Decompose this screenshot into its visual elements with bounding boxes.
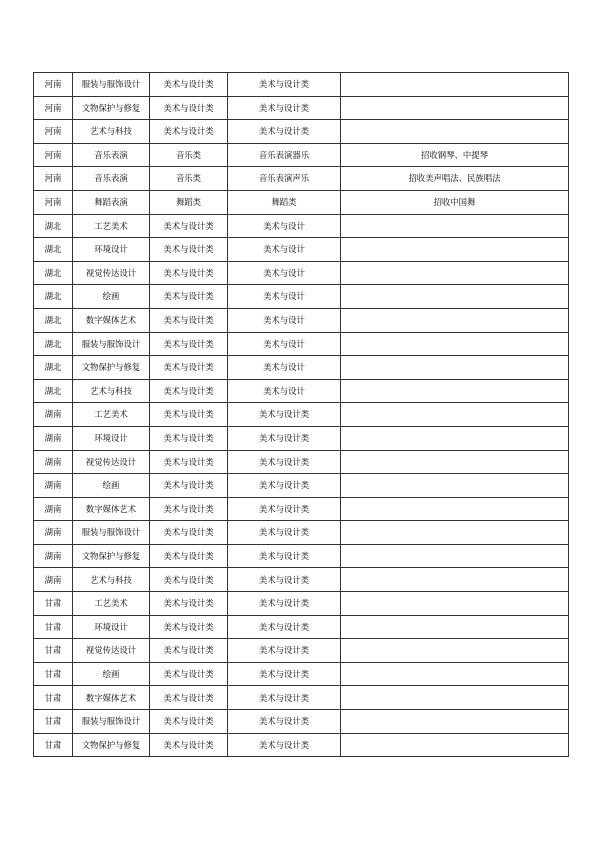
province-cell: 甘肃	[34, 662, 73, 686]
major-cell: 视觉传达设计	[73, 450, 150, 474]
table-row	[34, 521, 569, 545]
major-cell: 舞蹈表演	[73, 190, 150, 214]
major-cell: 工艺美术	[73, 403, 150, 427]
table-row	[34, 308, 569, 332]
table-row	[34, 639, 569, 663]
province-cell: 河南	[34, 167, 73, 191]
major-cell: 环境设计	[73, 426, 150, 450]
category-cell: 美术与设计类	[150, 214, 228, 238]
category-cell: 美术与设计类	[150, 521, 228, 545]
note-cell	[341, 474, 569, 498]
exam-type-cell: 美术与设计类	[228, 568, 341, 592]
table-row	[34, 592, 569, 616]
table-row	[34, 497, 569, 521]
category-cell: 美术与设计类	[150, 96, 228, 120]
province-cell: 湖南	[34, 568, 73, 592]
table-row	[34, 143, 569, 167]
province-cell: 湖北	[34, 261, 73, 285]
note-cell	[341, 497, 569, 521]
province-cell: 甘肃	[34, 639, 73, 663]
province-cell: 甘肃	[34, 733, 73, 757]
exam-type-cell: 美术与设计类	[228, 733, 341, 757]
major-cell: 数字媒体艺术	[73, 686, 150, 710]
note-cell	[341, 544, 569, 568]
major-cell: 视觉传达设计	[73, 261, 150, 285]
category-cell: 美术与设计类	[150, 356, 228, 380]
table-row	[34, 568, 569, 592]
province-cell: 湖南	[34, 497, 73, 521]
category-cell: 美术与设计类	[150, 639, 228, 663]
note-cell	[341, 426, 569, 450]
exam-type-cell: 美术与设计类	[228, 450, 341, 474]
note-cell	[341, 686, 569, 710]
exam-type-cell: 美术与设计类	[228, 592, 341, 616]
province-cell: 河南	[34, 143, 73, 167]
note-cell	[341, 710, 569, 734]
province-cell: 甘肃	[34, 592, 73, 616]
table-row	[34, 426, 569, 450]
table-row	[34, 662, 569, 686]
province-cell: 湖南	[34, 426, 73, 450]
category-cell: 音乐类	[150, 143, 228, 167]
table-row	[34, 261, 569, 285]
major-cell: 服装与服饰设计	[73, 73, 150, 97]
table-row	[34, 96, 569, 120]
exam-type-cell: 美术与设计	[228, 379, 341, 403]
note-cell	[341, 356, 569, 380]
table-row	[34, 356, 569, 380]
table-row	[34, 190, 569, 214]
province-cell: 湖北	[34, 308, 73, 332]
table-row	[34, 686, 569, 710]
exam-type-cell: 美术与设计	[228, 332, 341, 356]
exam-type-cell: 美术与设计	[228, 261, 341, 285]
table-row	[34, 238, 569, 262]
province-cell: 湖南	[34, 474, 73, 498]
category-cell: 美术与设计类	[150, 497, 228, 521]
exam-type-cell: 美术与设计类	[228, 497, 341, 521]
major-cell: 服装与服饰设计	[73, 710, 150, 734]
table-row	[34, 474, 569, 498]
province-cell: 河南	[34, 73, 73, 97]
note-cell	[341, 403, 569, 427]
major-cell: 文物保护与修复	[73, 356, 150, 380]
category-cell: 美术与设计类	[150, 615, 228, 639]
category-cell: 美术与设计类	[150, 379, 228, 403]
note-cell	[341, 450, 569, 474]
major-cell: 文物保护与修复	[73, 544, 150, 568]
category-cell: 音乐类	[150, 167, 228, 191]
note-cell	[341, 639, 569, 663]
category-cell: 美术与设计类	[150, 426, 228, 450]
province-cell: 湖北	[34, 332, 73, 356]
major-cell: 服装与服饰设计	[73, 521, 150, 545]
category-cell: 美术与设计类	[150, 238, 228, 262]
major-cell: 工艺美术	[73, 214, 150, 238]
major-cell: 绘画	[73, 285, 150, 309]
major-cell: 艺术与科技	[73, 120, 150, 144]
table-row	[34, 285, 569, 309]
province-cell: 湖北	[34, 356, 73, 380]
category-cell: 美术与设计类	[150, 568, 228, 592]
category-cell: 美术与设计类	[150, 544, 228, 568]
exam-type-cell: 美术与设计类	[228, 544, 341, 568]
province-cell: 河南	[34, 190, 73, 214]
exam-type-cell: 美术与设计类	[228, 474, 341, 498]
table-row	[34, 167, 569, 191]
note-cell: 招收中国舞	[341, 190, 569, 214]
province-cell: 湖南	[34, 450, 73, 474]
category-cell: 美术与设计类	[150, 120, 228, 144]
category-cell: 美术与设计类	[150, 308, 228, 332]
table-row	[34, 379, 569, 403]
note-cell	[341, 308, 569, 332]
table-row	[34, 73, 569, 97]
major-cell: 工艺美术	[73, 592, 150, 616]
category-cell: 美术与设计类	[150, 261, 228, 285]
category-cell: 美术与设计类	[150, 332, 228, 356]
major-cell: 服装与服饰设计	[73, 332, 150, 356]
exam-type-cell: 美术与设计类	[228, 73, 341, 97]
exam-type-cell: 音乐表演声乐	[228, 167, 341, 191]
note-cell	[341, 261, 569, 285]
major-cell: 环境设计	[73, 615, 150, 639]
table-row	[34, 450, 569, 474]
major-cell: 音乐表演	[73, 143, 150, 167]
note-cell	[341, 379, 569, 403]
note-cell	[341, 73, 569, 97]
exam-type-cell: 美术与设计类	[228, 96, 341, 120]
major-cell: 绘画	[73, 662, 150, 686]
major-cell: 数字媒体艺术	[73, 308, 150, 332]
exam-type-cell: 舞蹈类	[228, 190, 341, 214]
exam-type-cell: 美术与设计	[228, 285, 341, 309]
category-cell: 美术与设计类	[150, 733, 228, 757]
category-cell: 美术与设计类	[150, 474, 228, 498]
exam-type-cell: 美术与设计类	[228, 710, 341, 734]
exam-type-cell: 美术与设计	[228, 308, 341, 332]
category-cell: 美术与设计类	[150, 403, 228, 427]
category-cell: 美术与设计类	[150, 73, 228, 97]
category-cell: 美术与设计类	[150, 450, 228, 474]
note-cell	[341, 662, 569, 686]
exam-type-cell: 音乐表演器乐	[228, 143, 341, 167]
note-cell	[341, 96, 569, 120]
category-cell: 美术与设计类	[150, 710, 228, 734]
province-cell: 甘肃	[34, 686, 73, 710]
note-cell: 招收美声唱法、民族唱法	[341, 167, 569, 191]
table-row	[34, 332, 569, 356]
exam-type-cell: 美术与设计类	[228, 403, 341, 427]
exam-type-cell: 美术与设计类	[228, 521, 341, 545]
note-cell	[341, 521, 569, 545]
table-row	[34, 710, 569, 734]
note-cell	[341, 592, 569, 616]
note-cell	[341, 332, 569, 356]
table-row	[34, 214, 569, 238]
province-cell: 湖北	[34, 379, 73, 403]
note-cell	[341, 214, 569, 238]
exam-type-cell: 美术与设计类	[228, 120, 341, 144]
exam-type-cell: 美术与设计	[228, 356, 341, 380]
major-cell: 艺术与科技	[73, 379, 150, 403]
major-cell: 环境设计	[73, 238, 150, 262]
table-row	[34, 544, 569, 568]
category-cell: 舞蹈类	[150, 190, 228, 214]
category-cell: 美术与设计类	[150, 662, 228, 686]
major-cell: 视觉传达设计	[73, 639, 150, 663]
category-cell: 美术与设计类	[150, 686, 228, 710]
major-cell: 数字媒体艺术	[73, 497, 150, 521]
note-cell	[341, 285, 569, 309]
major-cell: 文物保护与修复	[73, 733, 150, 757]
major-cell: 音乐表演	[73, 167, 150, 191]
note-cell	[341, 568, 569, 592]
major-cell: 文物保护与修复	[73, 96, 150, 120]
table-row	[34, 120, 569, 144]
exam-type-cell: 美术与设计	[228, 214, 341, 238]
category-cell: 美术与设计类	[150, 592, 228, 616]
note-cell	[341, 615, 569, 639]
major-cell: 艺术与科技	[73, 568, 150, 592]
table-row	[34, 733, 569, 757]
province-cell: 河南	[34, 96, 73, 120]
exam-type-cell: 美术与设计类	[228, 426, 341, 450]
province-cell: 甘肃	[34, 615, 73, 639]
note-cell: 招收钢琴、中提琴	[341, 143, 569, 167]
province-cell: 湖北	[34, 238, 73, 262]
province-cell: 湖南	[34, 544, 73, 568]
note-cell	[341, 120, 569, 144]
province-cell: 湖南	[34, 521, 73, 545]
province-cell: 河南	[34, 120, 73, 144]
province-cell: 湖北	[34, 214, 73, 238]
province-cell: 湖南	[34, 403, 73, 427]
exam-type-cell: 美术与设计类	[228, 639, 341, 663]
province-cell: 甘肃	[34, 710, 73, 734]
enrollment-table	[33, 72, 569, 757]
exam-type-cell: 美术与设计类	[228, 686, 341, 710]
exam-type-cell: 美术与设计类	[228, 615, 341, 639]
enrollment-table-body	[34, 73, 569, 757]
table-row	[34, 615, 569, 639]
province-cell: 湖北	[34, 285, 73, 309]
category-cell: 美术与设计类	[150, 285, 228, 309]
note-cell	[341, 733, 569, 757]
table-row	[34, 403, 569, 427]
note-cell	[341, 238, 569, 262]
exam-type-cell: 美术与设计类	[228, 662, 341, 686]
major-cell: 绘画	[73, 474, 150, 498]
exam-type-cell: 美术与设计	[228, 238, 341, 262]
